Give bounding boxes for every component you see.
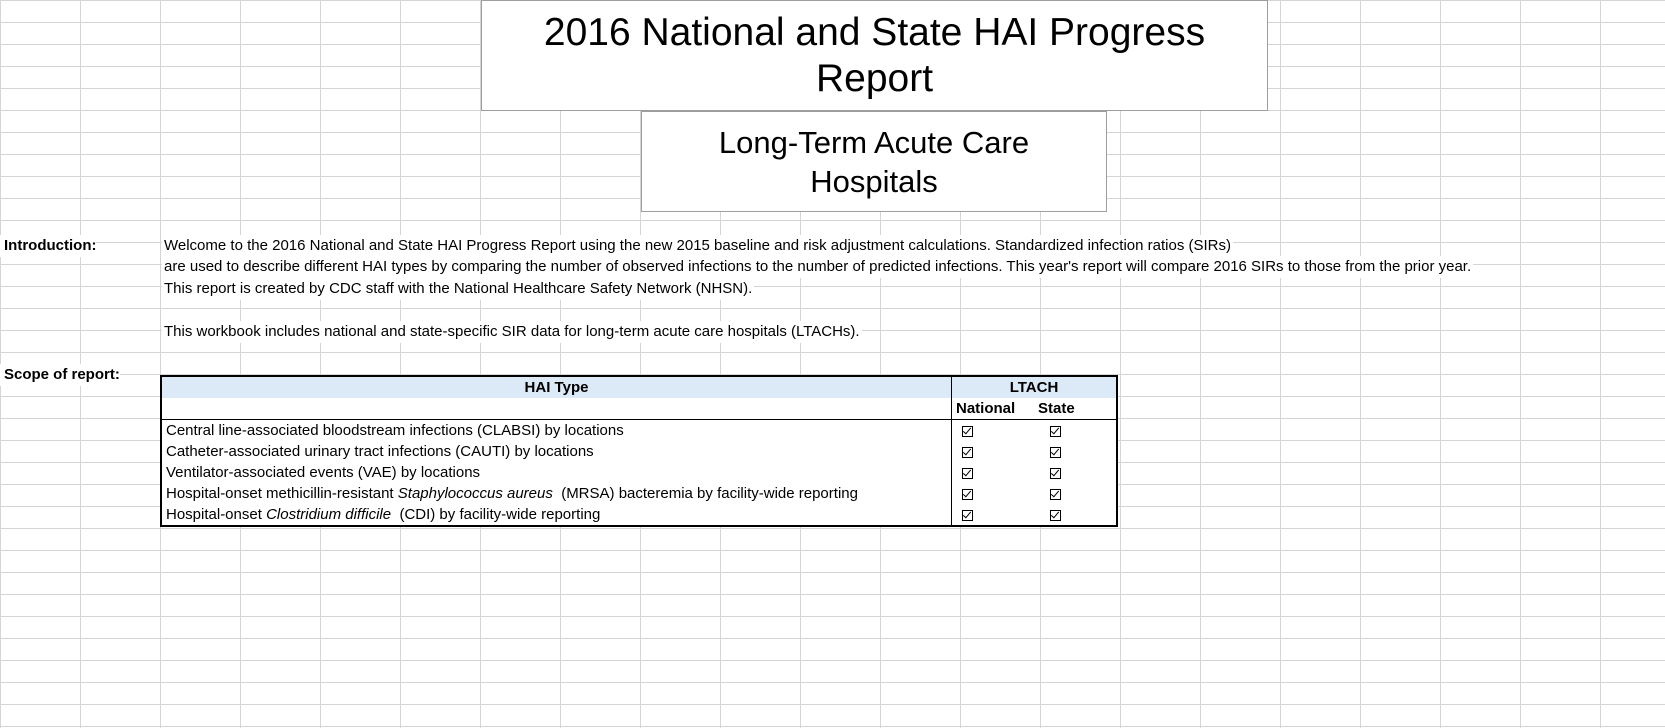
header-national: National bbox=[952, 398, 1035, 420]
national-check-cell bbox=[952, 462, 1035, 483]
hai-type-cell: Central line-associated bloodstream infections (CLABSI) by locations bbox=[161, 420, 952, 442]
checked-box-icon bbox=[962, 447, 973, 458]
intro-line-3: This report is created by CDC staff with the National Healthcare Safety Network (NHSN). bbox=[162, 278, 754, 300]
national-check-cell bbox=[952, 420, 1035, 442]
checked-box-icon bbox=[962, 489, 973, 500]
checked-box-icon bbox=[962, 468, 973, 479]
hai-type-cell: Ventilator-associated events (VAE) by locations bbox=[161, 462, 952, 483]
national-check-cell bbox=[952, 483, 1035, 504]
report-title-line1: 2016 National and State HAI Progress bbox=[543, 10, 1206, 54]
intro-line-1: Welcome to the 2016 National and State HAI Progress Report using the new 2015 baseline and risk adjustment calculations. Standardized infection ratios (SIRs) bbox=[162, 235, 1233, 257]
header-state: State bbox=[1034, 398, 1117, 420]
table-row bbox=[161, 441, 1117, 462]
checked-box-icon bbox=[962, 426, 973, 437]
report-subtitle-line2: Hospitals bbox=[810, 163, 938, 199]
intro-line-4: This workbook includes national and state-specific SIR data for long-term acute care hospitals (LTACHs). bbox=[162, 321, 862, 343]
table-row bbox=[161, 462, 1117, 483]
hai-type-cell: Hospital-onset Clostridium difficile (CDI) by facility-wide reporting bbox=[161, 504, 952, 526]
state-check-cell bbox=[1034, 462, 1117, 483]
checked-box-icon bbox=[1050, 489, 1061, 500]
scope-table bbox=[160, 375, 1118, 527]
intro-line-2: are used to describe different HAI types by comparing the number of observed infections to the number of predicted infections. This year's report will compare 2016 SIRs to those from the prior year. bbox=[162, 256, 1473, 278]
checked-box-icon bbox=[1050, 510, 1061, 521]
hai-type-cell: Catheter-associated urinary tract infections (CAUTI) by locations bbox=[161, 441, 952, 462]
state-check-cell bbox=[1034, 420, 1117, 442]
checked-box-icon bbox=[962, 510, 973, 521]
state-check-cell bbox=[1034, 483, 1117, 504]
report-subtitle-box bbox=[641, 111, 1107, 212]
header-spacer bbox=[161, 398, 952, 420]
national-check-cell bbox=[952, 504, 1035, 526]
report-title-box bbox=[481, 0, 1268, 111]
header-ltach: LTACH bbox=[952, 376, 1118, 398]
checked-box-icon bbox=[1050, 426, 1061, 437]
table-row bbox=[161, 420, 1117, 442]
scope-label: Scope of report: bbox=[0, 364, 120, 386]
report-title-line2: Report bbox=[815, 56, 934, 100]
state-check-cell bbox=[1034, 504, 1117, 526]
table-row bbox=[161, 504, 1117, 526]
introduction-label: Introduction: bbox=[0, 235, 96, 257]
header-hai-type: HAI Type bbox=[161, 376, 952, 398]
hai-type-cell: Hospital-onset methicillin-resistant Staphylococcus aureus (MRSA) bacteremia by facility-wide reporting bbox=[161, 483, 952, 504]
state-check-cell bbox=[1034, 441, 1117, 462]
checked-box-icon bbox=[1050, 468, 1061, 479]
checked-box-icon bbox=[1050, 447, 1061, 458]
table-row bbox=[161, 483, 1117, 504]
national-check-cell bbox=[952, 441, 1035, 462]
report-subtitle-line1: Long-Term Acute Care bbox=[718, 124, 1030, 160]
